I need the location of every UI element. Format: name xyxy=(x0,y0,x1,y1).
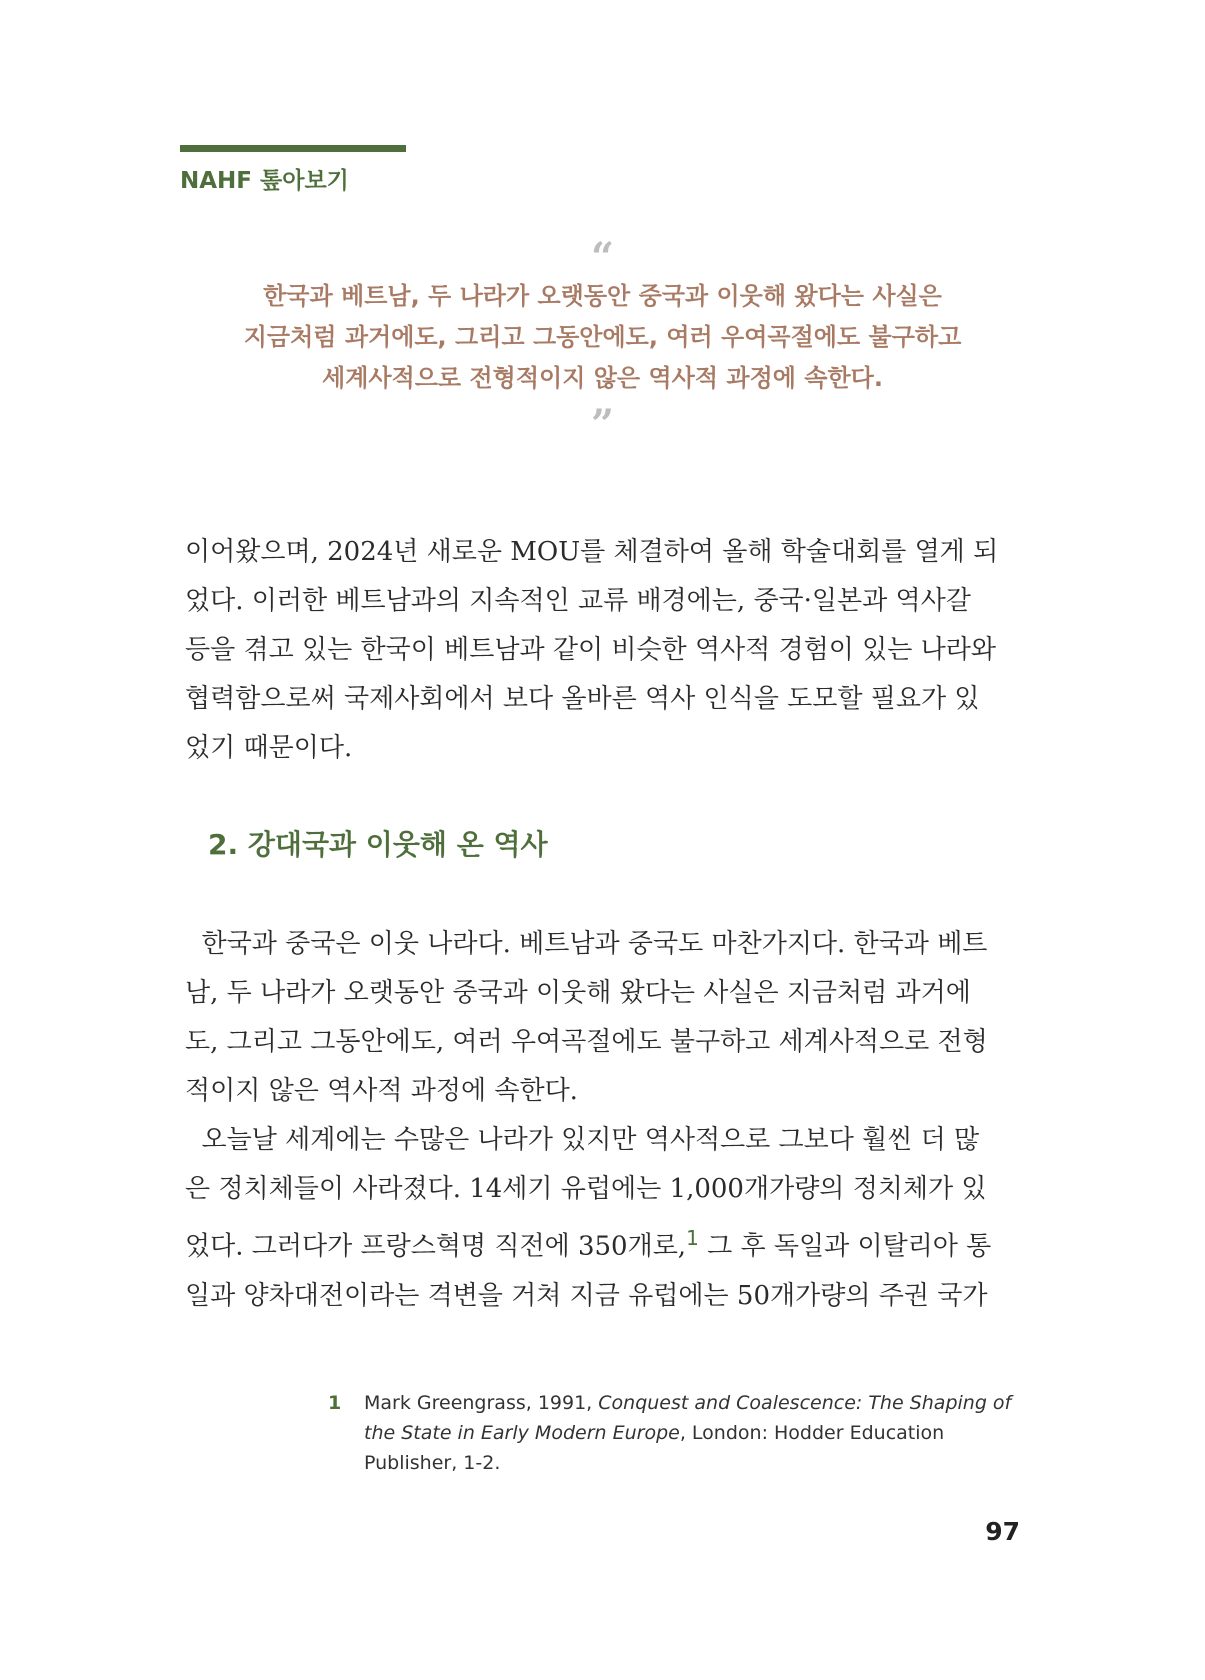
text-line: 오늘날 세계에는 수많은 나라가 있지만 역사적으로 그보다 훨씬 더 많 xyxy=(185,1125,980,1155)
section-heading: 2. 강대국과 이웃해 온 역사 xyxy=(208,828,548,861)
open-quote-icon: “ xyxy=(590,234,614,281)
text-line: 이어왔으며, 2024년 새로운 MOU를 체결하여 올해 학술대회를 열게 되 xyxy=(185,537,999,567)
footnote-author-year: Mark Greengrass, 1991, xyxy=(364,1392,599,1414)
text-segment: 그 후 독일과 이탈리아 통 xyxy=(698,1231,992,1262)
text-line: 일과 양차대전이라는 격변을 거쳐 지금 유럽에는 50개가량의 주권 국가 xyxy=(185,1280,988,1311)
pull-quote-line: 세계사적으로 전형적이지 않은 역사적 과정에 속한다. xyxy=(322,364,883,392)
text-line: 적이지 않은 역사적 과정에 속한다. xyxy=(185,1076,578,1106)
close-quote-icon: ” xyxy=(590,401,614,448)
header-rule xyxy=(180,145,406,152)
footnote-text xyxy=(364,1388,1018,1478)
section-header-label: NAHF 톺아보기 xyxy=(180,168,349,194)
footnote-reference[interactable]: 1 xyxy=(686,1226,699,1250)
footnote-book-title: Conquest and Coalescence: The Shaping of the State in Early Modern Europe xyxy=(364,1392,1012,1444)
text-line xyxy=(185,1214,1020,1272)
text-segment: 었다. 그러다가 프랑스혁명 직전에 350개로, xyxy=(185,1231,687,1262)
pull-quote xyxy=(180,276,1025,399)
body-paragraph-1 xyxy=(185,528,1020,773)
text-line: 었기 때문이다. xyxy=(185,733,353,763)
body-paragraph-2 xyxy=(185,920,1020,1321)
text-line: 은 정치체들이 사라졌다. 14세기 유럽에는 1,000개가량의 정치체가 있 xyxy=(185,1174,987,1204)
text-line: 협력함으로써 국제사회에서 보다 올바른 역사 인식을 도모할 필요가 있 xyxy=(185,684,980,714)
text-line: 남, 두 나라가 오랫동안 중국과 이웃해 왔다는 사실은 지금처럼 과거에 xyxy=(185,978,971,1008)
text-line: 한국과 중국은 이웃 나라다. 베트남과 중국도 마찬가지다. 한국과 베트 xyxy=(185,929,988,959)
footnote-publisher: , London: Hodder Education Publisher, 1-2. xyxy=(364,1422,945,1474)
pull-quote-line: 지금처럼 과거에도, 그리고 그동안에도, 여러 우여곡절에도 불구하고 xyxy=(243,323,962,351)
pull-quote-line: 한국과 베트남, 두 나라가 오랫동안 중국과 이웃해 왔다는 사실은 xyxy=(263,282,942,310)
text-line: 등을 겪고 있는 한국이 베트남과 같이 비슷한 역사적 경험이 있는 나라와 xyxy=(185,635,997,665)
footnote-number: 1 xyxy=(328,1392,342,1414)
text-line: 었다. 이러한 베트남과의 지속적인 교류 배경에는, 중국·일본과 역사갈 xyxy=(185,586,971,616)
text-line: 도, 그리고 그동안에도, 여러 우여곡절에도 불구하고 세계사적으로 전형 xyxy=(185,1027,988,1057)
footnote xyxy=(328,1388,1018,1478)
page-number: 97 xyxy=(985,1517,1020,1546)
